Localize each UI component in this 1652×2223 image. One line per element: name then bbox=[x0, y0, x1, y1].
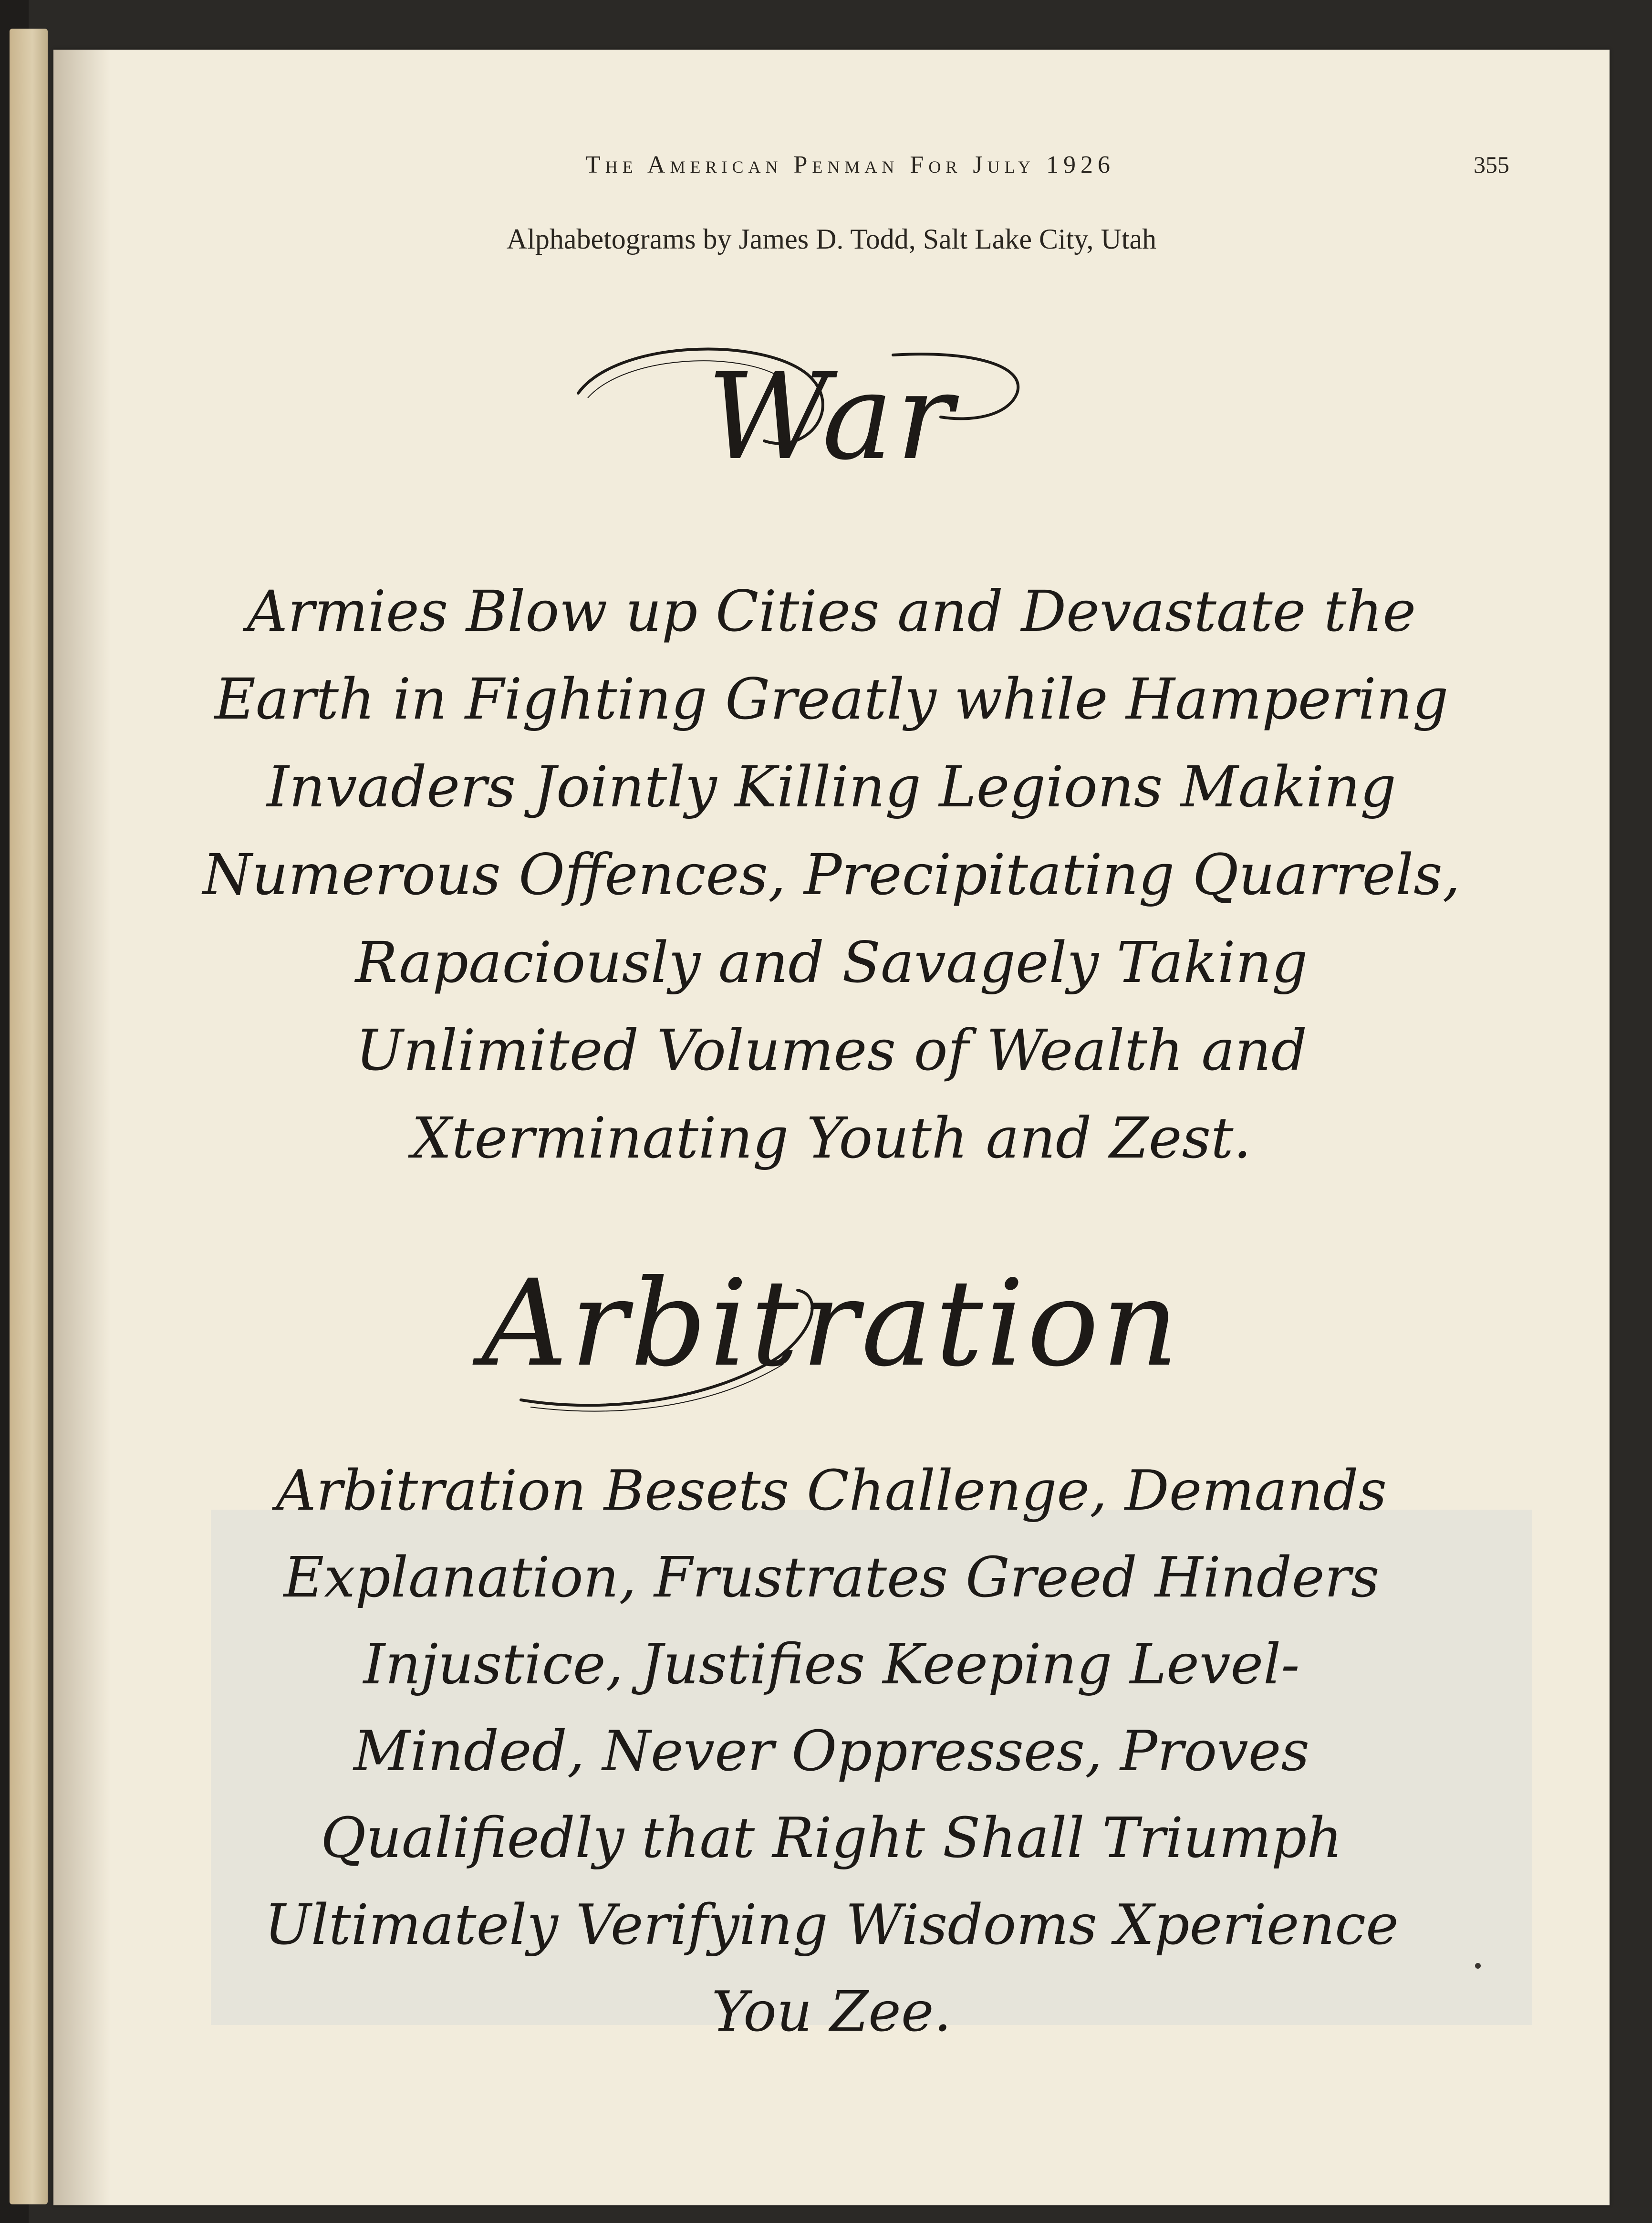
magazine-page bbox=[53, 50, 1610, 2205]
arbitration-line: Arbitration Besets Challenge, Demands bbox=[276, 1459, 1387, 1523]
war-acrostic bbox=[53, 567, 1610, 1182]
war-line: Xterminating Youth and Zest. bbox=[411, 1105, 1252, 1171]
war-line: Earth in Fighting Greatly while Hampering bbox=[214, 666, 1449, 732]
arbitration-line: Ultimately Verifying Wisdoms Xperience bbox=[264, 1893, 1399, 1957]
war-title: War bbox=[707, 347, 956, 486]
arbitration-line: You Zee. bbox=[711, 1980, 952, 2044]
war-line: Armies Blow up Cities and Devastate the bbox=[247, 578, 1416, 644]
page-number: 355 bbox=[1474, 151, 1509, 178]
arbitration-line: Injustice, Justifies Keeping Level- bbox=[363, 1632, 1300, 1697]
arbitration-line: Minded, Never Oppresses, Proves bbox=[353, 1719, 1309, 1784]
arbitration-acrostic bbox=[53, 1448, 1610, 2056]
war-line: Invaders Jointly Killing Legions Making bbox=[267, 754, 1396, 820]
war-line: Rapaciously and Savagely Taking bbox=[355, 929, 1308, 995]
previous-page-edge bbox=[10, 29, 48, 2204]
arbitration-title: Arbitration bbox=[481, 1254, 1182, 1393]
ink-speck bbox=[1475, 1963, 1481, 1969]
arbitration-line: Qualifiedly that Right Shall Triumph bbox=[321, 1806, 1342, 1870]
page-header bbox=[53, 151, 1610, 194]
war-line: Numerous Offences, Precipitating Quarrels, bbox=[202, 842, 1461, 908]
byline: Alphabetograms by James D. Todd, Salt Lake City, Utah bbox=[506, 223, 1157, 255]
running-head: The American Penman For July 1926 bbox=[585, 151, 1115, 178]
arbitration-line: Explanation, Frustrates Greed Hinders bbox=[283, 1545, 1380, 1610]
war-line: Unlimited Volumes of Wealth and bbox=[355, 1017, 1308, 1083]
